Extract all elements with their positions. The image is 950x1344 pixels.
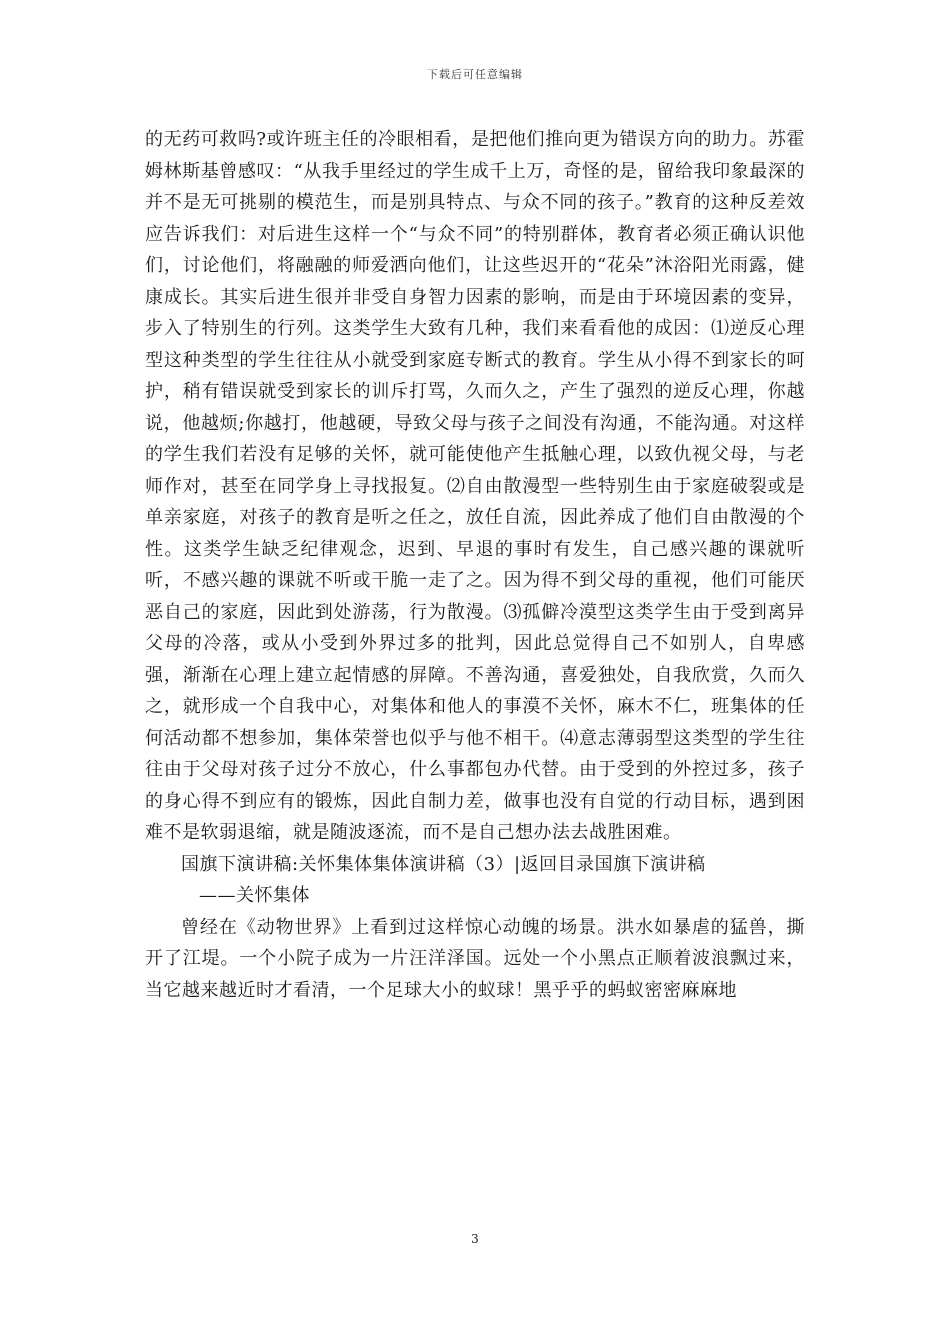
body-paragraph: 的无药可救吗?或许班主任的冷眼相看，是把他们推向更为错误方向的助力。苏霍姆林斯基曾感叹：“从我手里经过的学生成千上万，奇怪的是，留给我印象最深的并不是无可挑剔的模范生，而是别具特点、与众不同的孩子。”教育的这种反差效应告诉我们：对后进生这样一个“与众不同”的特别群体，教育者必须正确认识他们，讨论他们，将融融的师爱洒向他们，让这些迟开的“花朵”沐浴阳光雨露，健康成长。其实后进生很并非受自身智力因素的影响，而是由于环境因素的变异，步入了特别生的行列。这类学生大致有几种，我们来看看他的成因：⑴逆反心理型这种类型的学生往往从小就受到家庭专断式的教育。学生从小得不到家长的呵护，稍有错误就受到家长的训斥打骂，久而久之，产生了强烈的逆反心理，你越说，他越烦;你越打，他越硬，导致父母与孩子之间没有沟通，不能沟通。对这样的学生我们若没有足够的关怀，就可能使他产生抵触心理，以致仇视父母，与老师作对，甚至在同学身上寻找报复。⑵自由散漫型一些特别生由于家庭破裂或是单亲家庭，对孩子的教育是听之任之，放任自流，因此养成了他们自由散漫的个性。这类学生缺乏纪律观念，迟到、早退的事时有发生，自己感兴趣的课就听听，不感兴趣的课就不听或干脆一走了之。因为得不到父母的重视，他们可能厌恶自己的家庭，因此到处游荡，行为散漫。⑶孤僻冷漠型这类学生由于受到离异父母的冷落，或从小受到外界过多的批判，因此总觉得自己不如别人，自卑感强，渐渐在心理上建立起情感的屏障。不善沟通，喜爱独处，自我欣赏，久而久之，就形成一个自我中心，对集体和他人的事漠不关怀，麻木不仁，班集体的任何活动都不想参加，集体荣誉也似乎与他不相干。⑷意志薄弱型这类型的学生往往由于父母对孩子过分不放心，什么事都包办代替。由于受到的外控过多，孩子的身心得不到应有的锻炼，因此自制力差，做事也没有自觉的行动目标，遇到困难不是软弱退缩，就是随波逐流，而不是自己想办法去战胜困难。 [145,129,805,843]
section-title: 国旗下演讲稿:关怀集体集体演讲稿（3）|返回目录国旗下演讲稿 [181,853,706,875]
section-subtitle: ——关怀集体 [199,885,310,906]
page-number: 3 [471,1232,479,1246]
body-paragraph: 曾经在《动物世界》上看到过这样惊心动魄的场景。洪水如暴虐的猛兽，撕开了江堤。一个小院子成为一片汪洋泽国。远处一个小黑点正顺着波浪飘过来，当它越来越近时才看清，一个足球大小的蚁球！黑乎乎的蚂蚁密密麻麻地 [145,916,805,1001]
document-body [145,124,805,1006]
page-header: 下载后可任意编辑 [427,68,523,81]
